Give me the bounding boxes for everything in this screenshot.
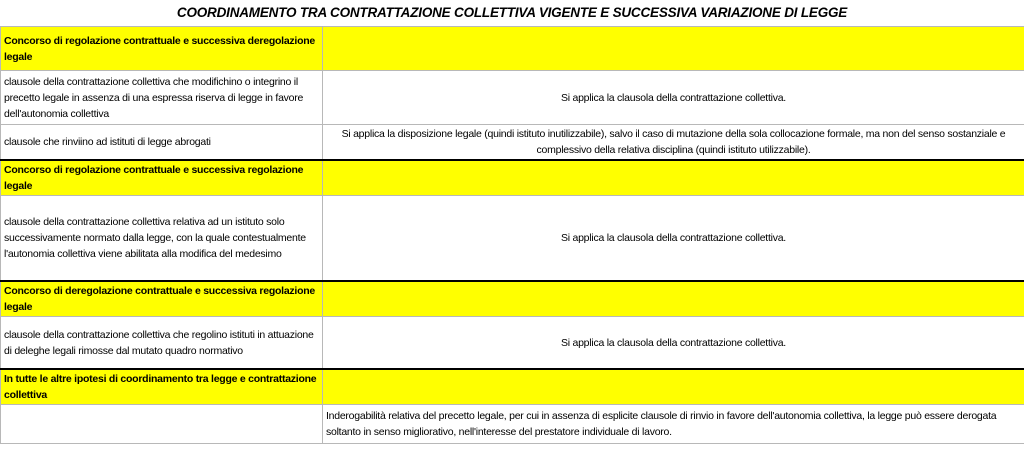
section-header-fill bbox=[323, 369, 1024, 405]
section-header: In tutte le altre ipotesi di coordinamento tra legge e contrattazione collettiva bbox=[1, 369, 323, 405]
case-cell: clausole che rinviino ad istituti di legge abrogati bbox=[1, 125, 323, 161]
rule-cell: Si applica la disposizione legale (quindi istituto inutilizzabile), salvo il caso di mutazione della sola collocazione formale, ma non del senso sostanziale e complessivo della relativa disciplina (quindi istituto utilizzabile). bbox=[323, 125, 1024, 161]
case-cell: clausole della contrattazione collettiva che modifichino o integrino il precetto legale in assenza di una espressa riserva di legge in favore dell'autonomia collettiva bbox=[1, 71, 323, 125]
rule-cell: Si applica la clausola della contrattazione collettiva. bbox=[323, 196, 1024, 282]
section-header: Concorso di deregolazione contrattuale e successiva regolazione legale bbox=[1, 281, 323, 317]
page-title: COORDINAMENTO TRA CONTRATTAZIONE COLLETTIVA VIGENTE E SUCCESSIVA VARIAZIONE DI LEGGE bbox=[176, 5, 848, 20]
table-row bbox=[1, 196, 1024, 282]
rule-cell: Si applica la clausola della contrattazione collettiva. bbox=[323, 71, 1024, 125]
section-header: Concorso di regolazione contrattuale e successiva regolazione legale bbox=[1, 160, 323, 196]
section-header-row bbox=[1, 281, 1024, 317]
table-row bbox=[1, 405, 1024, 444]
coordination-table bbox=[0, 26, 1024, 444]
table-row bbox=[1, 71, 1024, 125]
section-header-fill bbox=[323, 160, 1024, 196]
section-header-row bbox=[1, 369, 1024, 405]
case-cell: clausole della contrattazione collettiva che regolino istituti in attuazione di deleghe legali rimosse dal mutato quadro normativo bbox=[1, 317, 323, 370]
section-header: Concorso di regolazione contrattuale e successiva deregolazione legale bbox=[1, 27, 323, 71]
section-header-fill bbox=[323, 27, 1024, 71]
rule-cell: Inderogabilità relativa del precetto legale, per cui in assenza di esplicite clausole di rinvio in favore dell'autonomia collettiva, la legge può essere derogata soltanto in senso migliorativo, nell'interesse del prestatore individuale di lavoro. bbox=[323, 405, 1024, 444]
rule-cell: Si applica la clausola della contrattazione collettiva. bbox=[323, 317, 1024, 370]
table-row bbox=[1, 317, 1024, 370]
case-cell: clausole della contrattazione collettiva relativa ad un istituto solo successivamente normato dalla legge, con la quale contestualmente l'autonomia collettiva viene abilitata alla modifica del medesimo bbox=[1, 196, 323, 282]
section-header-row bbox=[1, 27, 1024, 71]
case-cell bbox=[1, 405, 323, 444]
section-header-row bbox=[1, 160, 1024, 196]
section-header-fill bbox=[323, 281, 1024, 317]
table-row bbox=[1, 125, 1024, 161]
